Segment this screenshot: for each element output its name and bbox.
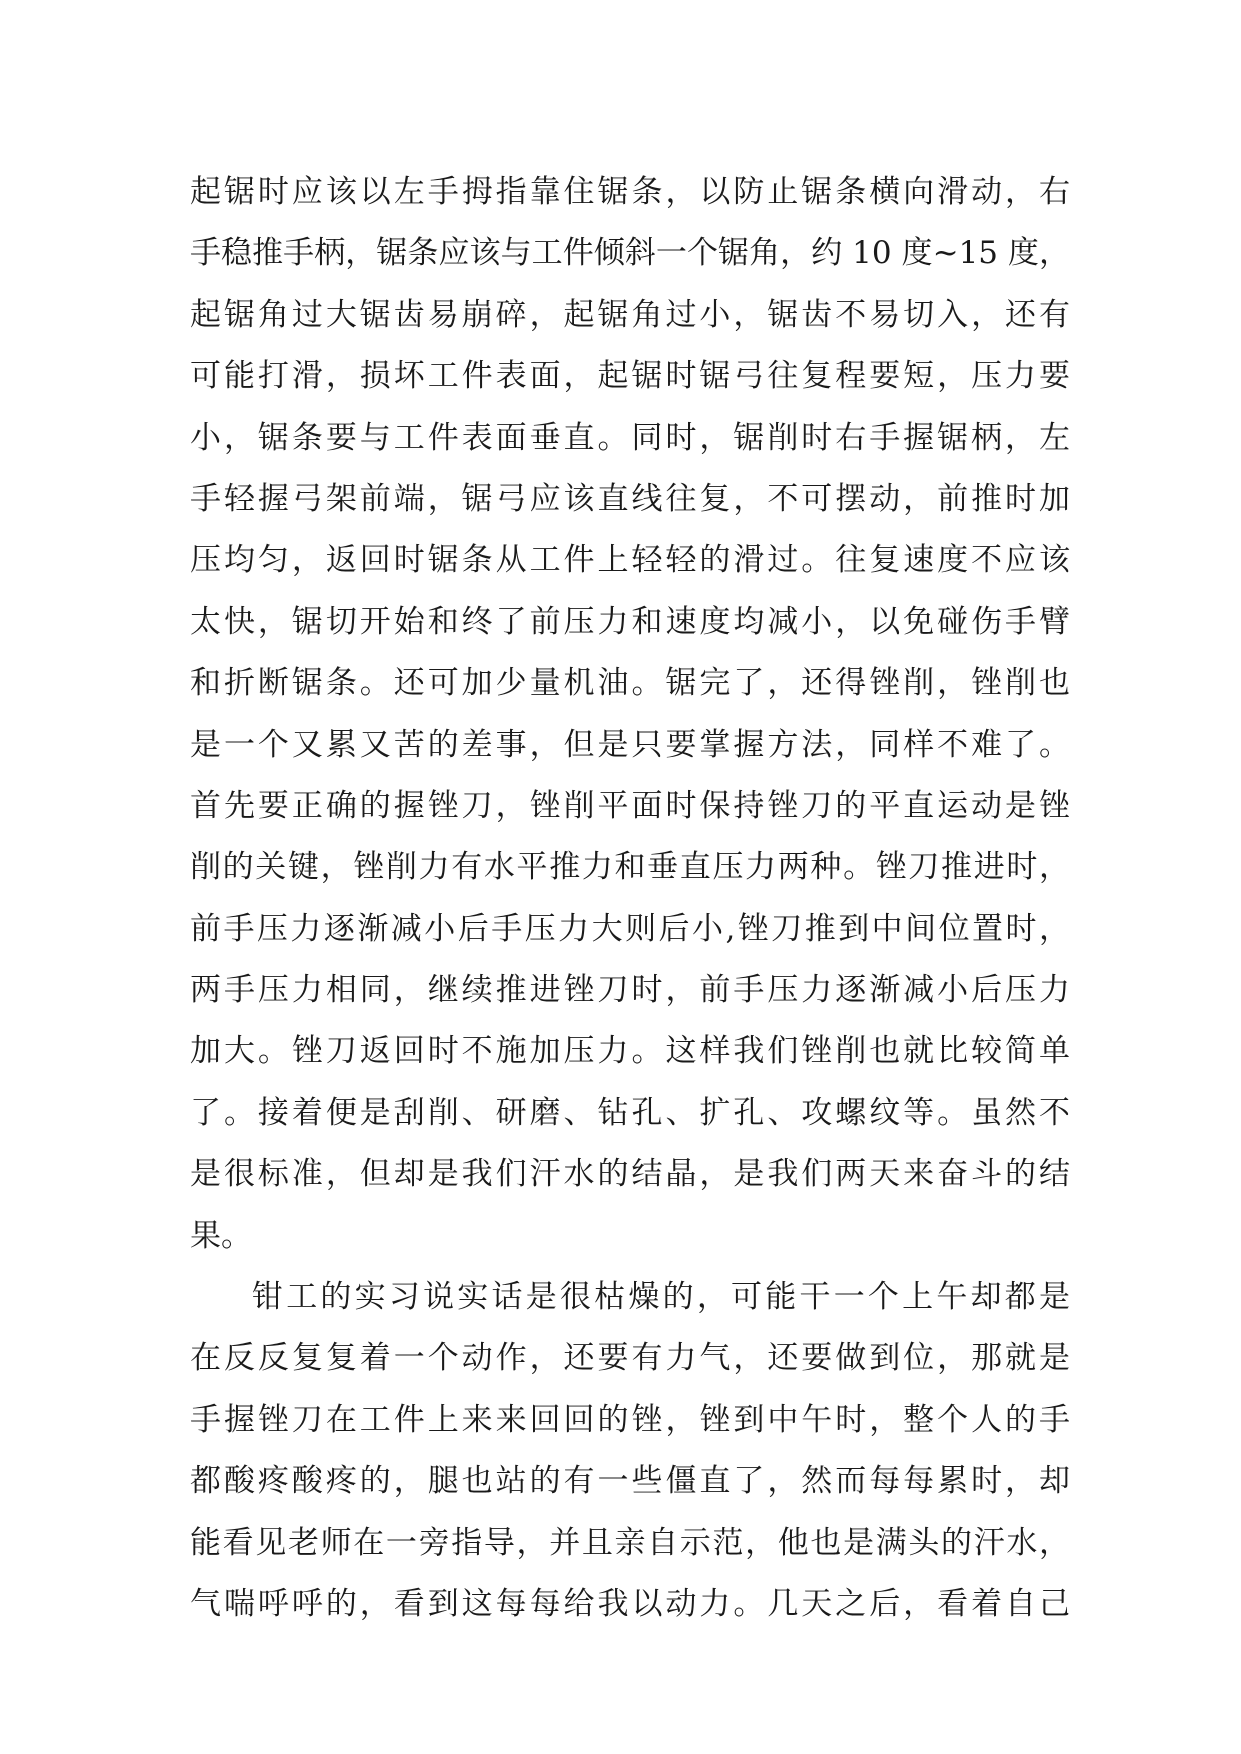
- text-line: 手轻握弓架前端，锯弓应该直线往复，不可摆动，前推时加: [190, 480, 1070, 517]
- text-line: 加大。锉刀返回时不施加压力。这样我们锉削也就比较简单: [190, 1033, 1070, 1070]
- text-line: 气喘呼呼的，看到这每每给我以动力。几天之后，看着自己: [190, 1585, 1070, 1622]
- text-line: 了。接着便是刮削、研磨、钻孔、扩孔、攻螺纹等。虽然不: [190, 1094, 1070, 1131]
- text-line: 在反反复复着一个动作，还要有力气，还要做到位，那就是: [190, 1340, 1070, 1377]
- text-line: 太快，锯切开始和终了前压力和速度均减小，以免碰伤手臂: [190, 603, 1070, 640]
- text-line: 起锯角过大锯齿易崩碎，起锯角过小，锯齿不易切入，还有: [190, 296, 1070, 333]
- text-line: 首先要正确的握锉刀，锉削平面时保持锉刀的平直运动是锉: [190, 787, 1070, 824]
- paragraph-first-line: 钳工的实习说实话是很枯燥的，可能干一个上午却都是: [252, 1279, 1070, 1316]
- text-line: 压均匀，返回时锯条从工件上轻轻的滑过。往复速度不应该: [190, 542, 1070, 579]
- text-line: 能看见老师在一旁指导，并且亲自示范，他也是满头的汗水，: [190, 1524, 1070, 1561]
- text-line: 手稳推手柄，锯条应该与工件倾斜一个锯角，约 10 度~15 度，: [190, 235, 1070, 272]
- text-line: 果。: [190, 1217, 252, 1254]
- text-line: 是一个又累又苦的差事，但是只要掌握方法，同样不难了。: [190, 726, 1070, 763]
- text-line: 都酸疼酸疼的，腿也站的有一些僵直了，然而每每累时，却: [190, 1463, 1070, 1500]
- text-line: 手握锉刀在工件上来来回回的锉，锉到中午时，整个人的手: [190, 1401, 1070, 1438]
- text-line: 和折断锯条。还可加少量机油。锯完了，还得锉削，锉削也: [190, 665, 1070, 702]
- text-line: 起锯时应该以左手拇指靠住锯条，以防止锯条横向滑动，右: [190, 174, 1070, 210]
- text-line: 是很标准，但却是我们汗水的结晶，是我们两天来奋斗的结: [190, 1156, 1070, 1193]
- body-text: [190, 162, 1070, 1635]
- text-line: 削的关键，锉削力有水平推力和垂直压力两种。锉刀推进时，: [190, 849, 1070, 886]
- text-line: 可能打滑，损坏工件表面，起锯时锯弓往复程要短，压力要: [190, 358, 1070, 395]
- text-line: 小，锯条要与工件表面垂直。同时，锯削时右手握锯柄，左: [190, 419, 1070, 456]
- text-line: 前手压力逐渐减小后手压力大则后小,锉刀推到中间位置时，: [190, 910, 1070, 947]
- text-line: 两手压力相同，继续推进锉刀时，前手压力逐渐减小后压力: [190, 972, 1070, 1009]
